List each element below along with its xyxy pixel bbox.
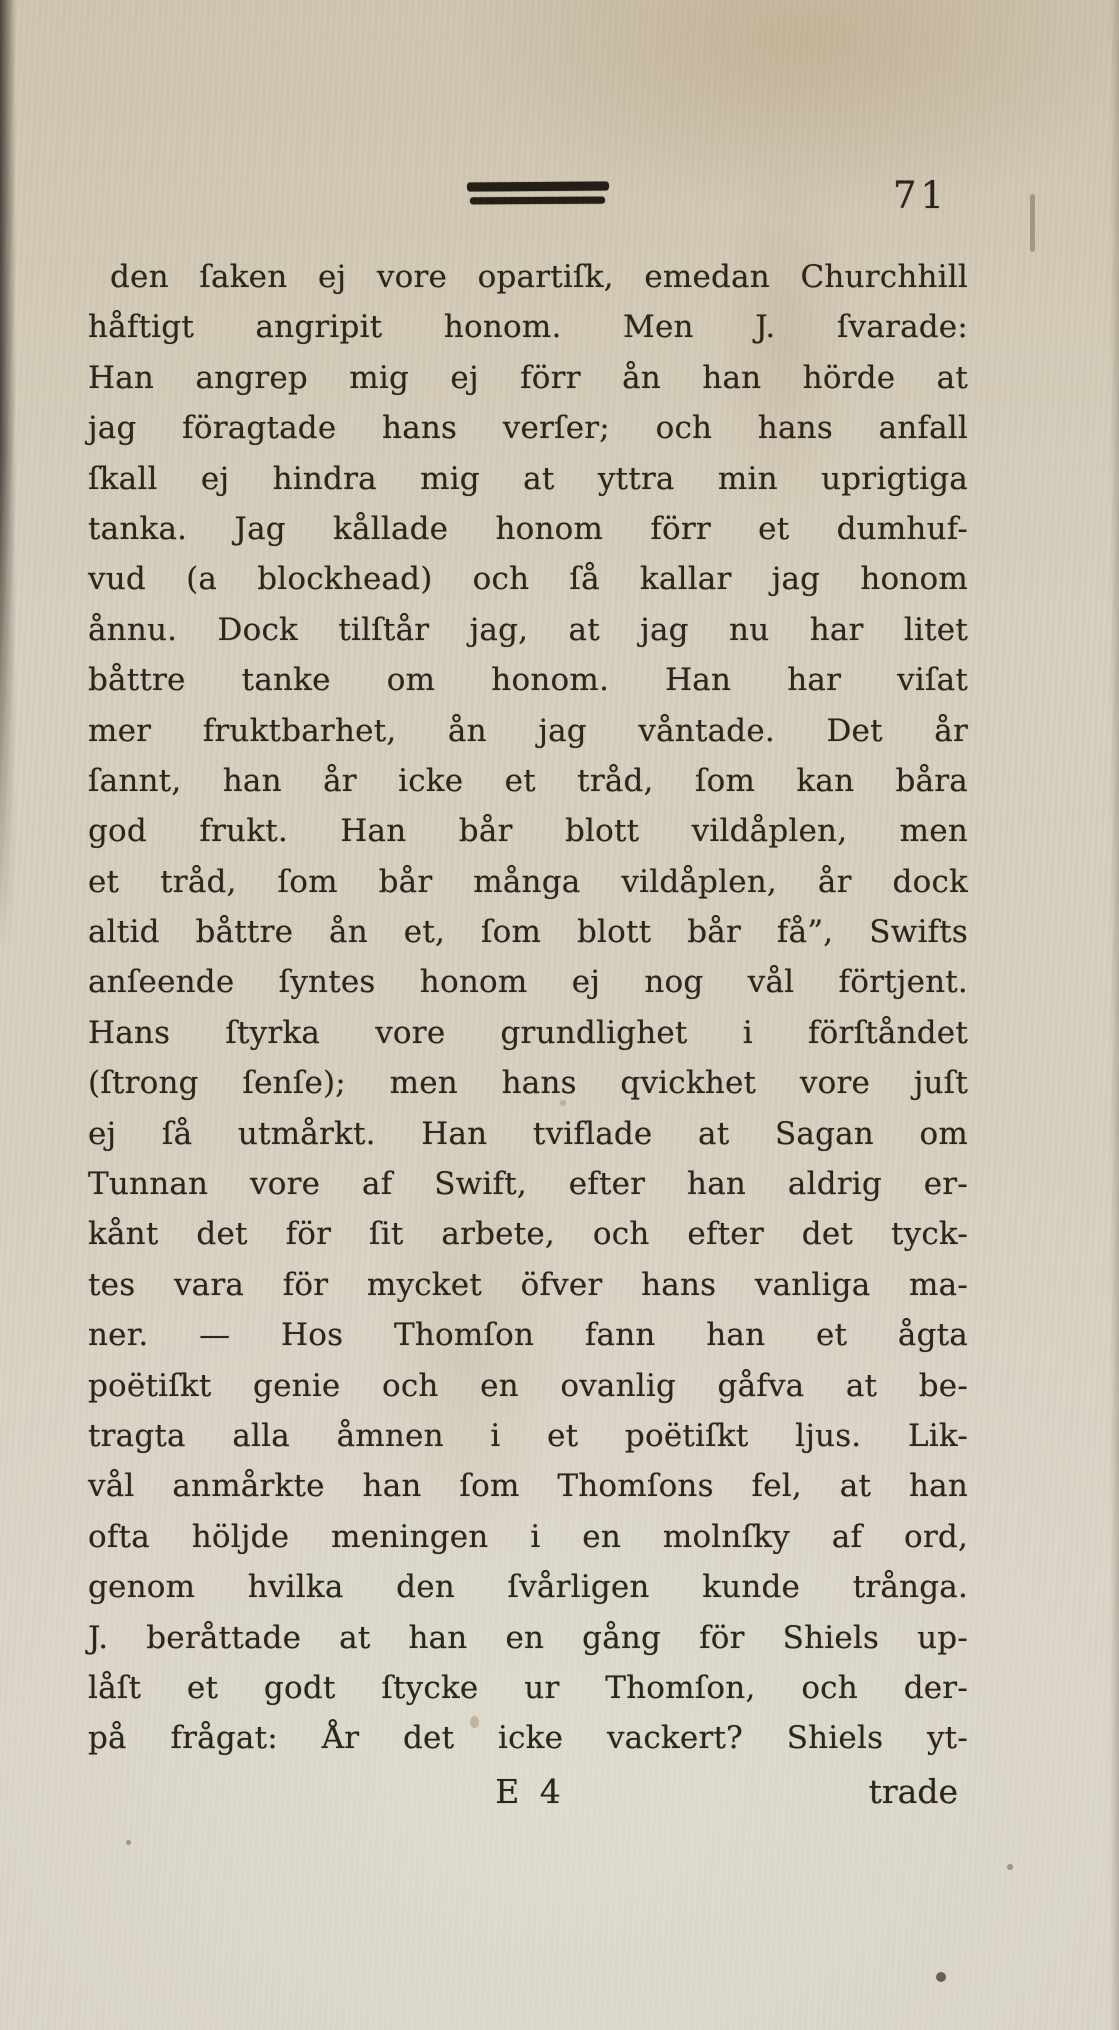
scan-gutter-shadow	[0, 0, 16, 1000]
paper-stain	[1007, 1864, 1013, 1870]
text-line: ner. — Hos Thomſon fann han et ågta	[88, 1317, 968, 1354]
paper-stain	[936, 1972, 946, 1982]
text-line: vud (a blockhead) och ſå kallar jag honom	[88, 561, 968, 598]
divider-bar-bottom	[470, 197, 605, 205]
text-line: anſeende ſyntes honom ej nog vål förtjent.	[88, 964, 968, 1001]
text-line: tes vara för mycket öfver hans vanliga ma-	[88, 1266, 968, 1303]
scan-edge-shadow	[1110, 0, 1119, 2030]
divider-bar-top	[467, 182, 609, 192]
paper-stain	[126, 1840, 131, 1845]
paper-stain	[470, 1716, 479, 1728]
text-line: ofta höljde meningen i en molnſky af ord,	[88, 1518, 968, 1555]
text-line: på frågat: År det icke vackert? Shiels yt-	[88, 1720, 968, 1757]
text-line: genom hvilka den ſvårligen kunde trånga.	[88, 1569, 968, 1606]
text-line: ånnu. Dock tilſtår jag, at jag nu har litet	[88, 611, 968, 648]
signature-mark: E 4	[495, 1772, 561, 1811]
text-line: jag föragtade hans verſer; och hans anfall	[88, 410, 968, 447]
text-line: god frukt. Han bår blott vildåplen, men	[88, 813, 968, 850]
text-line: låſt et godt ſtycke ur Thomſon, och der-	[88, 1669, 968, 1706]
text-line: (ſtrong ſenſe); men hans qvickhet vore juſt	[88, 1065, 968, 1102]
page-footer	[88, 1772, 968, 1826]
text-line: tragta alla åmnen i et poëtiſkt ljus. Lik-	[88, 1417, 968, 1454]
text-line: tanka. Jag kållade honom förr et dumhuf-	[88, 510, 968, 547]
paper-stain	[560, 1100, 566, 1106]
text-line: vål anmårkte han ſom Thomſons fel, at han	[88, 1468, 968, 1505]
text-line: kånt det för ſit arbete, och efter det tyck-	[88, 1216, 968, 1253]
text-line: båttre tanke om honom. Han har viſat	[88, 662, 968, 699]
paper-stain	[1030, 194, 1035, 252]
text-line: Han angrep mig ej förr ån han hörde at	[88, 359, 968, 396]
catchword: trade	[868, 1772, 958, 1811]
text-line: J. beråttade at han en gång för Shiels up-	[88, 1619, 968, 1656]
text-line: et tråd, ſom bår många vildåplen, år dock	[88, 863, 968, 900]
header-divider-rule	[467, 182, 609, 204]
text-line: poëtiſkt genie och en ovanlig gåfva at be-	[88, 1367, 968, 1404]
text-line: ſkall ej hindra mig at yttra min uprigtiga	[88, 460, 968, 497]
text-line: mer fruktbarhet, ån jag våntade. Det år	[88, 712, 968, 749]
text-line: ej ſå utmårkt. Han tviflade at Sagan om	[88, 1115, 968, 1152]
text-line: ſannt, han år icke et tråd, ſom kan båra	[88, 762, 968, 799]
text-line: altid båttre ån et, ſom blott bår få”, Swifts	[88, 914, 968, 951]
text-line: håftigt angripit honom. Men J. ſvarade:	[88, 309, 968, 346]
page-number: 71	[893, 174, 949, 217]
text-line: den ſaken ej vore opartiſk, emedan Churchhill	[110, 259, 968, 295]
text-line: Hans ſtyrka vore grundlighet i förſtåndet	[88, 1014, 968, 1051]
page-text	[88, 252, 968, 1764]
text-line: Tunnan vore af Swift, efter han aldrig er-	[88, 1166, 968, 1203]
